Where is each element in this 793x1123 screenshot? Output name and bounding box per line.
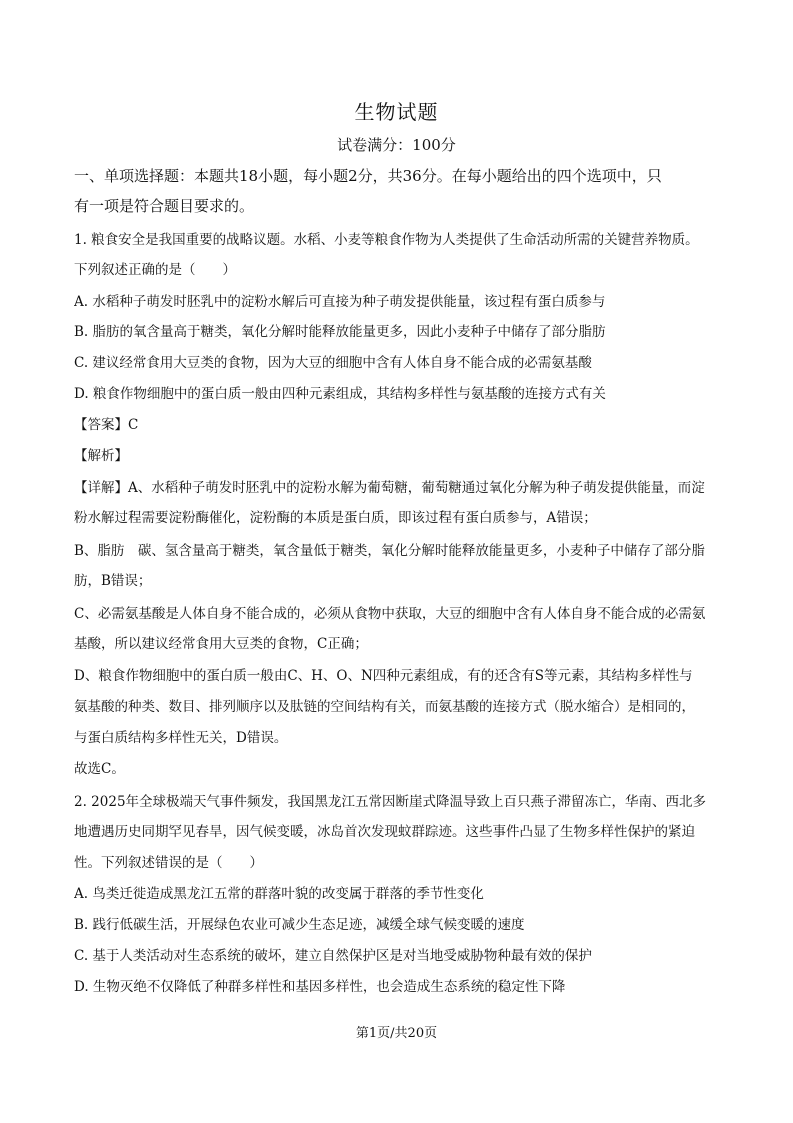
q1-answer: 【答案】C [74, 417, 139, 433]
section-heading-line-2: 有一项是符合题目要求的。 [74, 197, 255, 215]
q1-stem-line-1: 1. 粮食安全是我国重要的战略议题。水稻、小麦等粮食作物为人类提供了生命活动所需的关键营养物质。 [74, 232, 699, 248]
q1-conclusion: 故选C。 [74, 761, 125, 777]
q1-detail-line-5: C、必需氨基酸是人体自身不能合成的，必须从食物中获取，大豆的细胞中含有人体自身不能合成的必需氨 [74, 606, 706, 622]
q1-detail-line-2: 粉水解过程需要淀粉酶催化，淀粉酶的本质是蛋白质，即该过程有蛋白质参与，A错误； [74, 510, 597, 526]
page-number: 第1页/共20页 [355, 1026, 438, 1041]
q1-option-b: B. 脂肪的氧含量高于糖类，氧化分解时能释放能量更多，因此小麦种子中储存了部分脂肪 [74, 324, 606, 340]
q1-detail-line-7: D、粮食作物细胞中的蛋白质一般由C、H、O、N四种元素组成，有的还含有S等元素，其结构多样性与 [74, 668, 693, 684]
q1-option-d: D. 粮食作物细胞中的蛋白质一般由四种元素组成，其结构多样性与氨基酸的连接方式有关 [74, 386, 606, 402]
q1-detail-line-6: 基酸，所以建议经常食用大豆类的食物，C正确； [74, 636, 368, 652]
q2-option-b: B. 践行低碳生活，开展绿色农业可减少生态足迹，减缓全球气候变暖的速度 [74, 917, 525, 933]
q1-detail-line-8: 氨基酸的种类、数目、排列顺序以及肽链的空间结构有关，而氨基酸的连接方式（脱水缩合）是相同的， [74, 699, 695, 715]
q1-detail-line-4: 肪，B错误； [74, 573, 152, 589]
q2-option-a: A. 鸟类迁徙造成黑龙江五常的群落叶貌的改变属于群落的季节性变化 [74, 886, 484, 902]
q2-stem-line-3: 性。下列叙述错误的是（ ） [74, 855, 263, 871]
q1-option-c: C. 建议经常食用大豆类的食物，因为大豆的细胞中含有人体自身不能合成的必需氨基酸 [74, 355, 592, 371]
q1-detail-line-9: 与蛋白质结构多样性无关，D错误。 [74, 730, 288, 746]
q1-detail-line-1: 【详解】A、水稻种子萌发时胚乳中的淀粉水解为葡萄糖，葡萄糖通过氧化分解为种子萌发提供能量，而淀 [74, 480, 705, 496]
page-title: 生物试题 [354, 100, 439, 124]
full-score: 试卷满分：100分 [337, 136, 456, 154]
q2-stem-line-2: 地遭遇历史同期罕见春旱，因气候变暖，冰岛首次发现蚊群踪迹。这些事件凸显了生物多样性保护的紧迫 [74, 824, 695, 840]
q1-option-a: A. 水稻种子萌发时胚乳中的淀粉水解后可直接为种子萌发提供能量，该过程有蛋白质参与 [74, 294, 606, 310]
q1-detail-line-3: B、脂肪 碳、氢含量高于糖类，氧含量低于糖类，氧化分解时能释放能量更多，小麦种子中储存了部分脂 [74, 543, 705, 559]
q1-analysis-label: 【解析】 [74, 448, 128, 464]
section-heading-line-1: 一、单项选择题：本题共18小题，每小题2分，共36分。在每小题给出的四个选项中，只 [74, 167, 662, 185]
q2-option-d: D. 生物灭绝不仅降低了种群多样性和基因多样性，也会造成生态系统的稳定性下降 [74, 979, 566, 995]
q1-stem-line-2: 下列叙述正确的是（ ） [74, 262, 236, 278]
q2-option-c: C. 基于人类活动对生态系统的破坏，建立自然保护区是对当地受威胁物种最有效的保护 [74, 948, 592, 964]
q2-stem-line-1: 2. 2025年全球极端天气事件频发，我国黑龙江五常因断崖式降温导致上百只燕子滞留冻亡，华南、西北多 [74, 794, 707, 810]
